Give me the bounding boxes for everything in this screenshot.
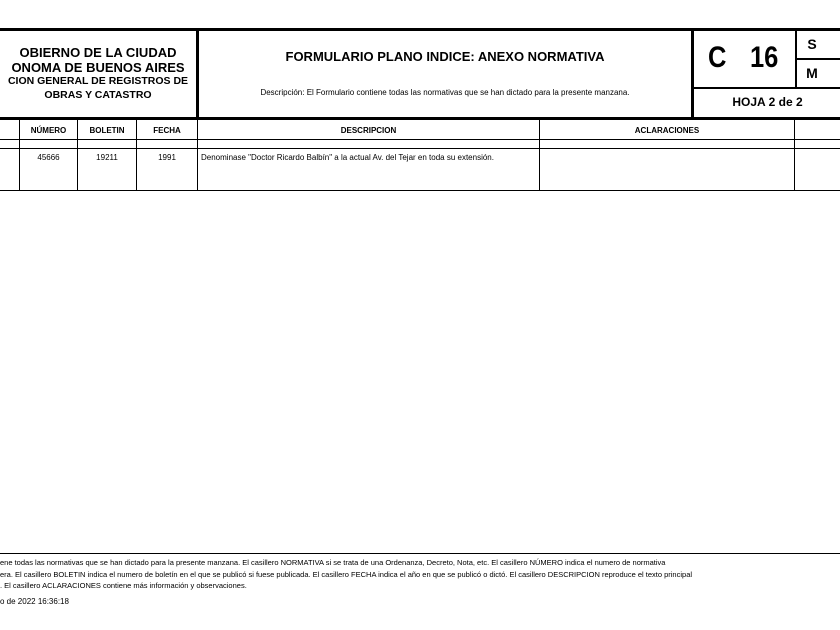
org-name-line-2: ONOMA DE BUENOS AIRES (11, 60, 185, 75)
header-top-border (0, 28, 840, 31)
org-name-line-3: CION GENERAL DE REGISTROS DE (7, 75, 189, 87)
column-header-numero: NÚMERO (30, 126, 67, 135)
table-header-bottom-line (0, 139, 840, 140)
column-header-fecha: FECHA (153, 126, 181, 135)
sheet-number: HOJA 2 de 2 (732, 95, 803, 109)
plan-code-number: 16 (750, 41, 779, 74)
table-row-separator (0, 148, 840, 149)
footer-description-line-1: ene todas las normativas que se han dictado para la presente manzana. El casillero NORMATIVA si se trata de una Ordenanza, Decreto, Nota, etc. El casillero NÚMERO indica el numero de normativa (0, 558, 666, 567)
header-divider-right (691, 28, 694, 120)
cell-boletin: 19211 (96, 153, 118, 162)
footer-timestamp: o de 2022 16:36:18 (0, 597, 69, 606)
org-name-line-4: OBRAS Y CATASTRO (44, 89, 152, 101)
column-header-boletin: BOLETIN (89, 126, 125, 135)
header-bottom-border (0, 117, 840, 120)
column-header-descripcion: DESCRIPCION (340, 126, 397, 135)
table-col-divider (794, 120, 795, 191)
plan-code-letter: C (708, 41, 727, 74)
form-description: Descripción: El Formulario contiene todas las normativas que se han dictado para la presente manzana. (260, 88, 630, 97)
code-m-label: M (806, 65, 818, 81)
code-divider-horizontal (693, 87, 840, 89)
column-header-aclaraciones: ACLARACIONES (634, 126, 700, 135)
header-divider-left (196, 28, 199, 120)
code-s-label: S (807, 36, 817, 52)
cell-descripcion: Denominase "Doctor Ricardo Balbín" a la actual Av. del Tejar en toda su extensión. (201, 153, 494, 162)
footer-description-line-2: era. El casillero BOLETIN indica el numero de boletín en el que se publicó si fuese publicada. El casillero FECHA indica el año en que se publicó o dictó. El casillero DESCRIPCION reproduce el texto principal (0, 570, 693, 579)
org-name-line-1: OBIERNO DE LA CIUDAD (19, 45, 177, 60)
cell-fecha: 1991 (158, 153, 176, 162)
footer-top-line (0, 553, 840, 554)
table-bottom-line (0, 190, 840, 191)
cell-numero: 45666 (37, 153, 60, 162)
footer-description-line-3: . El casillero ACLARACIONES contiene más información y observaciones. (0, 581, 247, 590)
code-s-m-divider (796, 58, 840, 60)
form-title: FORMULARIO PLANO INDICE: ANEXO NORMATIVA (285, 49, 605, 64)
